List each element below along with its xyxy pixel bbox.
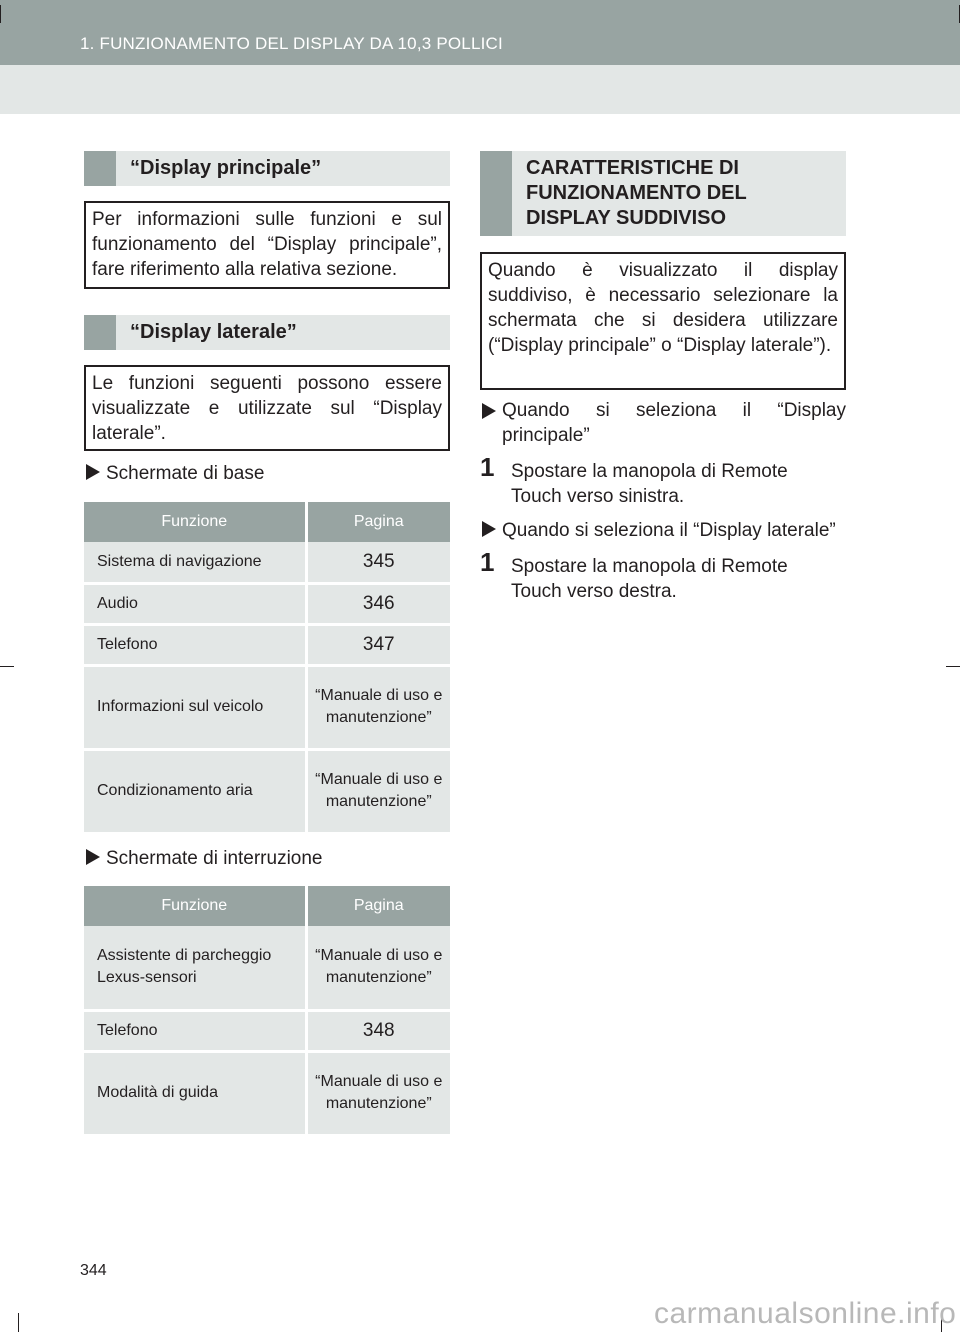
heading-text: CARATTERISTICHE DI FUNZIONAMENTO DEL DISPLAY SUDDIVISO bbox=[526, 157, 747, 229]
crop-mark bbox=[946, 666, 960, 667]
arrow-right-icon bbox=[86, 464, 100, 480]
crop-mark bbox=[0, 666, 14, 667]
arrow-right-icon bbox=[482, 403, 496, 419]
arrow-right-icon bbox=[482, 521, 496, 537]
bullet-interrupt-screens bbox=[86, 846, 323, 871]
column-header: Funzione bbox=[84, 886, 306, 926]
heading-tab bbox=[480, 151, 512, 236]
step-number: 1 bbox=[480, 547, 495, 577]
bullet-basic-screens bbox=[86, 461, 264, 486]
table-row bbox=[84, 1010, 450, 1051]
function-cell: Modalità di guida bbox=[84, 1051, 306, 1135]
function-cell: Telefono bbox=[84, 1010, 306, 1051]
step-number: 1 bbox=[480, 452, 495, 482]
column-header: Pagina bbox=[306, 886, 450, 926]
function-cell: Sistema di navigazione bbox=[84, 542, 306, 583]
table-row bbox=[84, 624, 450, 665]
heading-text: “Display principale” bbox=[130, 157, 322, 179]
table-row bbox=[84, 749, 450, 833]
heading-tab bbox=[84, 315, 116, 350]
step-text: Spostare la manopola di Remote Touch verso destra. bbox=[511, 556, 788, 602]
watermark: carmanualsonline.info bbox=[654, 1297, 957, 1330]
section-heading-split-display bbox=[480, 151, 846, 236]
table-row bbox=[84, 926, 450, 1010]
function-cell: Audio bbox=[84, 583, 306, 624]
bullet-label: Schermate di base bbox=[106, 463, 265, 484]
table-row bbox=[84, 583, 450, 624]
page-cell: 346 bbox=[306, 583, 450, 624]
table-row bbox=[84, 1051, 450, 1135]
bullet-label: Schermate di interruzione bbox=[106, 848, 323, 869]
arrow-right-icon bbox=[86, 849, 100, 865]
table-row bbox=[84, 665, 450, 749]
info-box-side-display: Le funzioni seguenti possono essere visualizzate e utilizzate sul “Display laterale”. bbox=[84, 365, 450, 451]
page-cell: “Manuale di uso e manutenzione” bbox=[306, 926, 450, 1010]
header-subbar bbox=[0, 65, 960, 114]
basic-screens-table bbox=[84, 502, 450, 835]
crop-mark bbox=[18, 1313, 19, 1332]
function-cell: Informazioni sul veicolo bbox=[84, 665, 306, 749]
page-cell: “Manuale di uso e manutenzione” bbox=[306, 749, 450, 833]
page-cell: 345 bbox=[306, 542, 450, 583]
page-cell: “Manuale di uso e manutenzione” bbox=[306, 1051, 450, 1135]
page-number: 344 bbox=[80, 1262, 107, 1279]
section-heading-main-display bbox=[84, 151, 450, 186]
heading-text: “Display laterale” bbox=[130, 321, 297, 343]
table-row bbox=[84, 542, 450, 583]
page-cell: 348 bbox=[306, 1010, 450, 1051]
function-cell: Assistente di parcheggio Lexus-sensori bbox=[84, 926, 306, 1010]
bullet-main-display-selected bbox=[482, 398, 846, 448]
section-heading-side-display bbox=[84, 315, 450, 350]
header-bar bbox=[0, 0, 960, 65]
bullet-side-display-selected bbox=[482, 518, 836, 543]
info-box-main-display: Per informazioni sulle funzioni e sul funzionamento del “Display principale”, fare riferimento alla relativa sezione. bbox=[84, 201, 450, 289]
chapter-title: 1. FUNZIONAMENTO DEL DISPLAY DA 10,3 POLLICI bbox=[80, 34, 503, 53]
interrupt-screens-table bbox=[84, 886, 450, 1137]
function-cell: Telefono bbox=[84, 624, 306, 665]
table-header-row bbox=[84, 502, 450, 542]
table-header-row bbox=[84, 886, 450, 926]
page-cell: “Manuale di uso e manutenzione” bbox=[306, 665, 450, 749]
bullet-label: Quando si seleziona il “Display principale” bbox=[502, 400, 846, 446]
function-cell: Condizionamento aria bbox=[84, 749, 306, 833]
column-header: Pagina bbox=[306, 502, 450, 542]
column-header: Funzione bbox=[84, 502, 306, 542]
bullet-label: Quando si seleziona il “Display laterale” bbox=[502, 520, 836, 541]
heading-tab bbox=[84, 151, 116, 186]
info-box-split-display: Quando è visualizzato il display suddiviso, è necessario selezionare la schermata che si desidera utilizzare (“Display principale” o “Display laterale”). bbox=[480, 252, 846, 390]
step-text: Spostare la manopola di Remote Touch verso sinistra. bbox=[511, 461, 788, 507]
page-cell: 347 bbox=[306, 624, 450, 665]
crop-mark bbox=[0, 5, 1, 23]
